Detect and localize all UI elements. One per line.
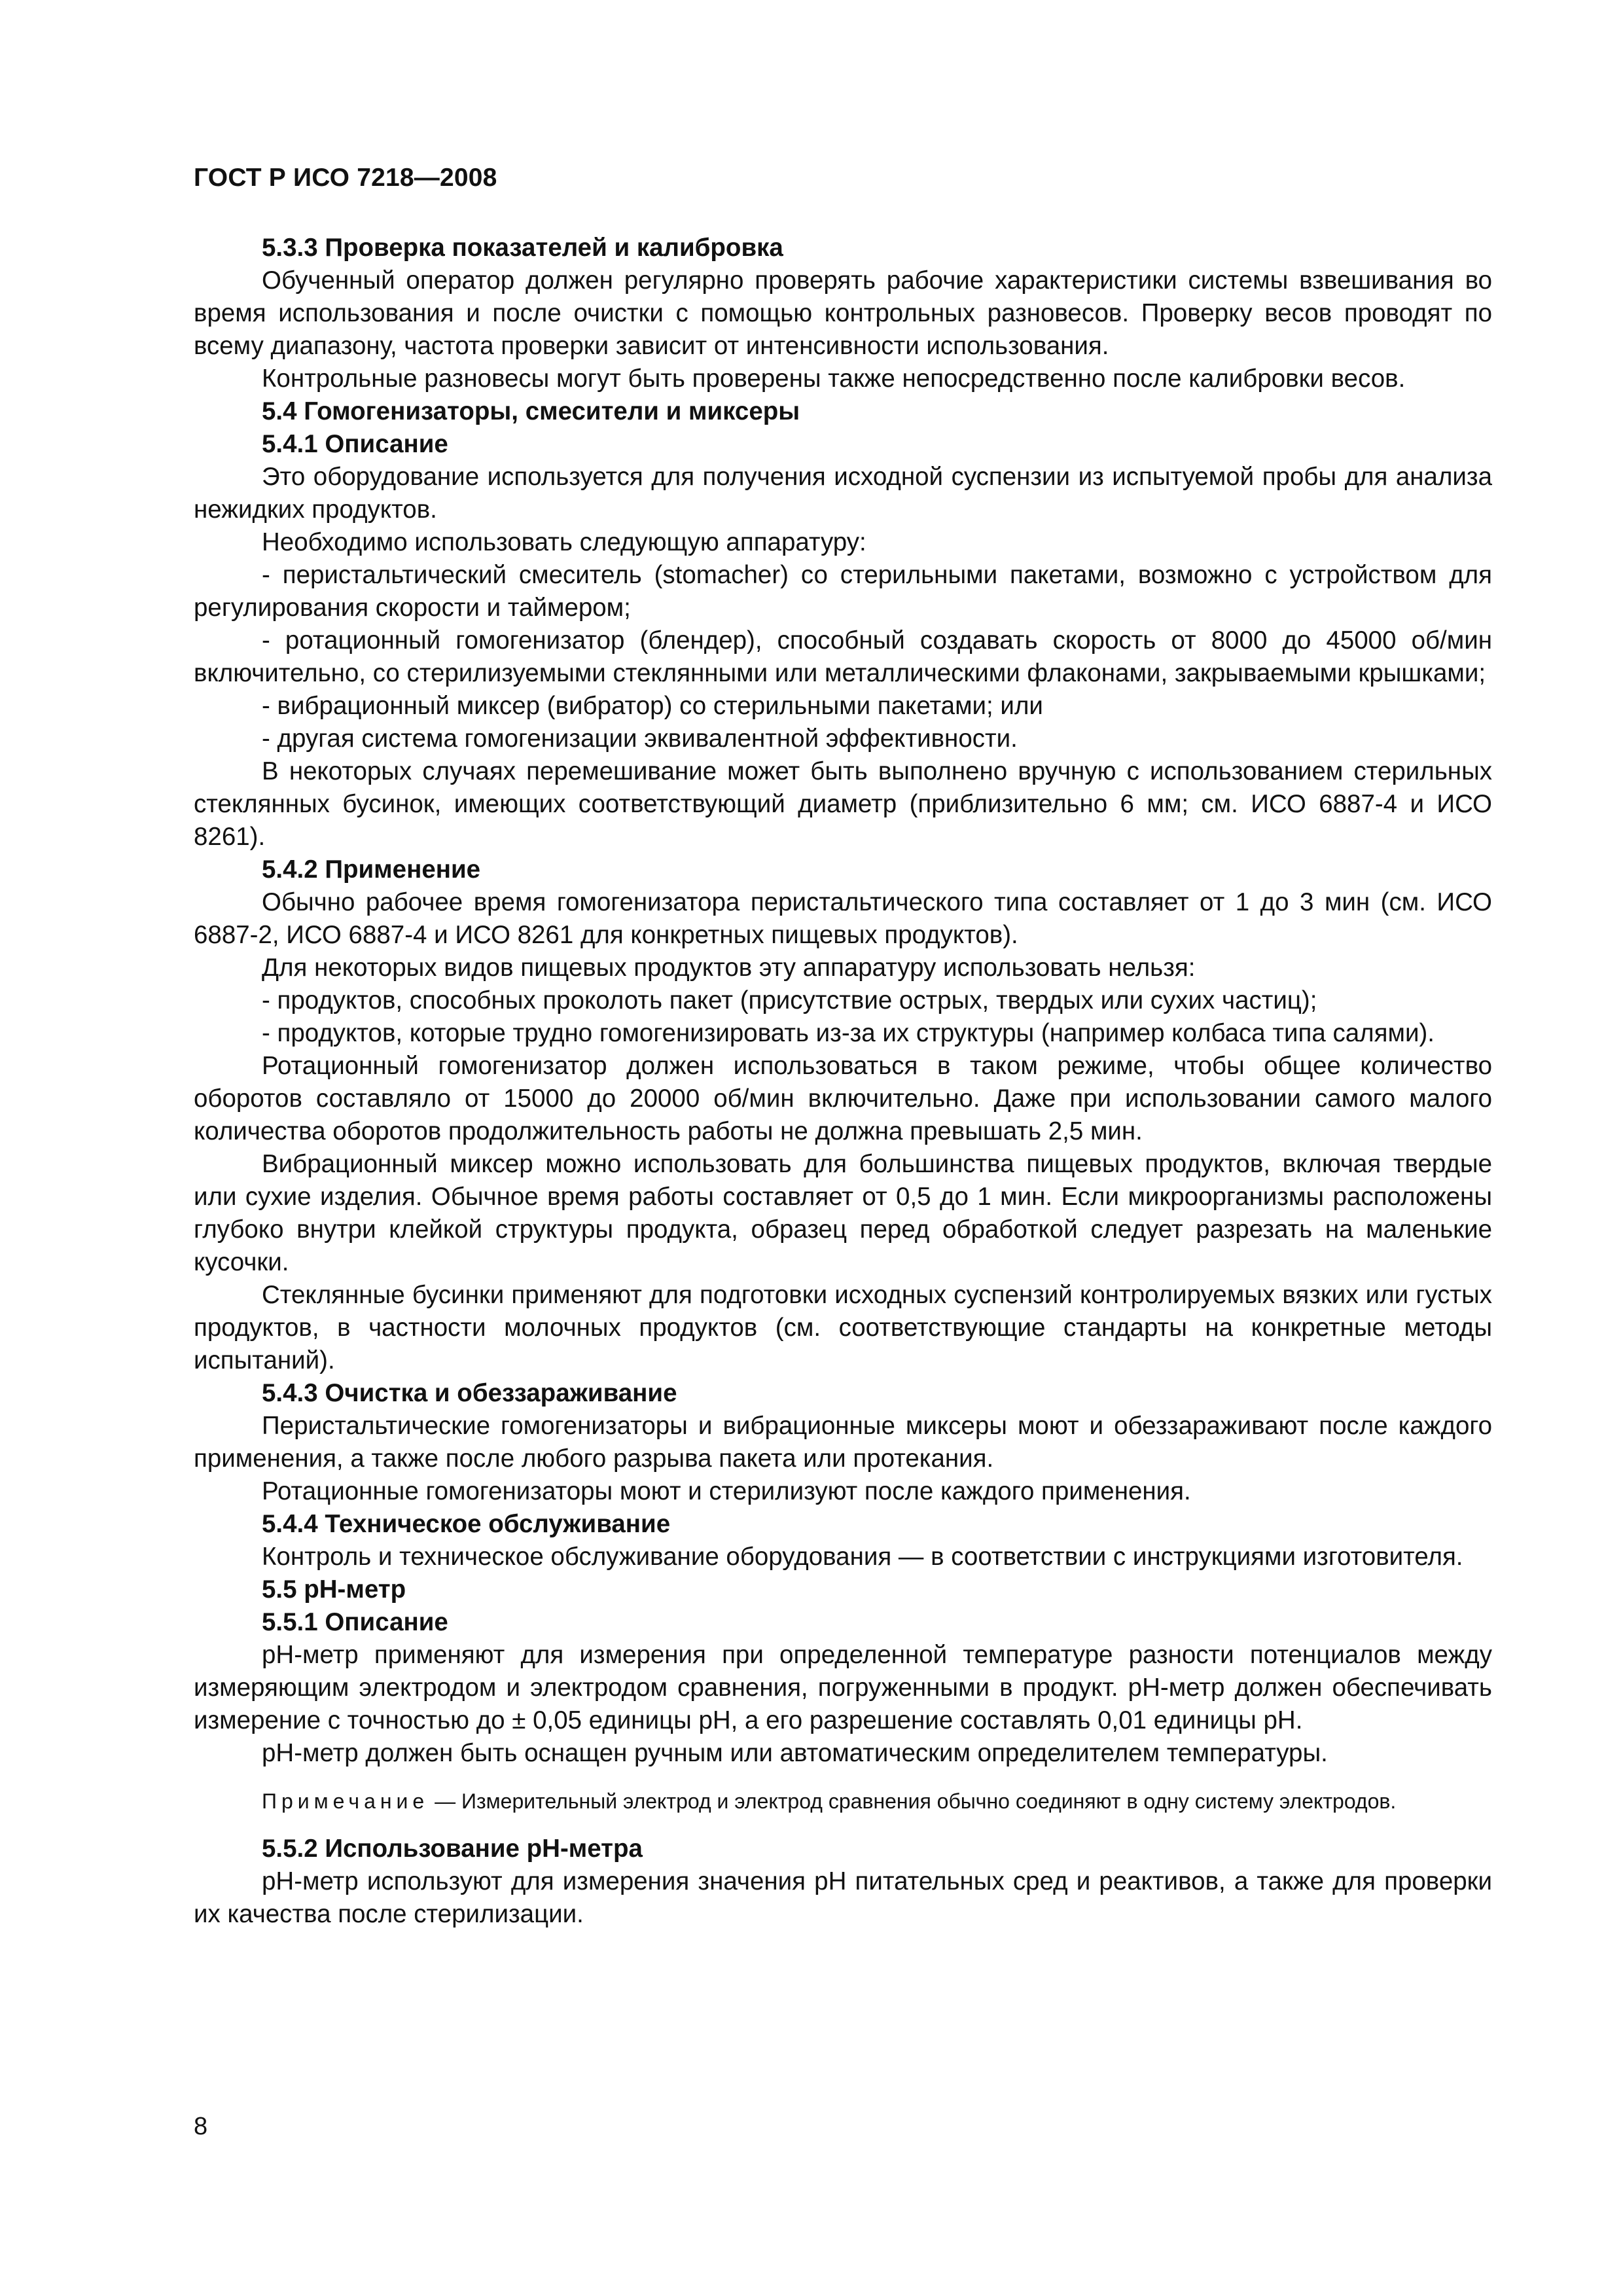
heading-5-4-2: 5.4.2 Применение — [262, 855, 481, 884]
paragraph: Необходимо использовать следующую аппаратуру: — [262, 528, 866, 556]
heading-5-3-3: 5.3.3 Проверка показателей и калибровка — [262, 234, 783, 262]
paragraph: pH-метр используют для измерения значения pH питательных сред и реактивов, а также для проверки их качества после стерилизации. — [194, 1867, 1492, 1928]
note-text: — Измерительный электрод и электрод сравнения обычно соединяют в одну систему электродов. — [435, 1789, 1397, 1813]
paragraph: Для некоторых видов пищевых продуктов эту аппаратуру использовать нельзя: — [262, 954, 1196, 982]
paragraph: Ротационные гомогенизаторы моют и стерилизуют после каждого применения. — [262, 1477, 1191, 1505]
paragraph: pH-метр должен быть оснащен ручным или автоматическим определителем температуры. — [262, 1739, 1328, 1767]
paragraph: Ротационный гомогенизатор должен использоваться в таком режиме, чтобы общее количество оборотов составляло от 15000 до 20000 об/мин включительно. Даже при использовании самого малого количества оборотов продолжительность работы не должна превышать 2,5 мин. — [194, 1052, 1492, 1145]
document-body — [194, 232, 1492, 1931]
heading-5-4-1: 5.4.1 Описание — [262, 430, 448, 458]
document-code-header: ГОСТ Р ИСО 7218—2008 — [194, 164, 497, 192]
paragraph: Обученный оператор должен регулярно проверять рабочие характеристики системы взвешивания во время использования и после очистки с помощью контрольных разновесов. Проверку весов проводят по всему диапазону, частота проверки зависит от интенсивности использования. — [194, 266, 1492, 360]
heading-5-4: 5.4 Гомогенизаторы, смесители и миксеры — [262, 397, 800, 425]
paragraph: Контроль и техническое обслуживание оборудования — в соответствии с инструкциями изготовителя. — [262, 1543, 1463, 1571]
list-item: - перистальтический смеситель (stomacher) со стерильными пакетами, возможно с устройством для регулирования скорости и таймером; — [194, 561, 1492, 622]
paragraph: Обычно рабочее время гомогенизатора перистальтического типа составляет от 1 до 3 мин (см. ИСО 6887-2, ИСО 6887-4 и ИСО 8261 для конкретных пищевых продуктов). — [194, 888, 1492, 949]
list-item: - продуктов, способных проколоть пакет (присутствие острых, твердых или сухих частиц); — [262, 986, 1317, 1014]
paragraph: pH-метр применяют для измерения при определенной температуре разности потенциалов между измеряющим электродом и электродом сравнения, погруженными в продукт. pH-метр должен обеспечивать измерение с точностью до ± 0,05 единицы pH, а его разрешение составлять 0,01 единицы pH. — [194, 1641, 1492, 1734]
heading-5-5-2: 5.5.2 Использование pH-метра — [262, 1835, 643, 1863]
paragraph: В некоторых случаях перемешивание может быть выполнено вручную с использованием стерильных стеклянных бусинок, имеющих соответствующий диаметр (приблизительно 6 мм; см. ИСО 6887-4 и ИСО 8261). — [194, 757, 1492, 851]
note-label: Примечание — [262, 1789, 429, 1813]
note — [194, 1787, 1492, 1816]
heading-5-5-1: 5.5.1 Описание — [262, 1608, 448, 1636]
paragraph: Это оборудование используется для получения исходной суспензии из испытуемой пробы для анализа нежидких продуктов. — [194, 463, 1492, 524]
heading-5-4-3: 5.4.3 Очистка и обеззараживание — [262, 1379, 677, 1407]
list-item: - другая система гомогенизации эквивалентной эффективности. — [262, 725, 1018, 753]
paragraph: Контрольные разновесы могут быть проверены также непосредственно после калибровки весов. — [262, 365, 1406, 393]
page-number: 8 — [194, 2113, 208, 2140]
list-item: - ротационный гомогенизатор (блендер), способный создавать скорость от 8000 до 45000 об/мин включительно, со стерилизуемыми стеклянными или металлическими флаконами, закрываемыми крышками; — [194, 626, 1492, 687]
paragraph: Стеклянные бусинки применяют для подготовки исходных суспензий контролируемых вязких или густых продуктов, в частности молочных продуктов (см. соответствующие стандарты на конкретные методы испытаний). — [194, 1281, 1492, 1374]
paragraph: Вибрационный миксер можно использовать для большинства пищевых продуктов, включая твердые или сухие изделия. Обычное время работы составляет от 0,5 до 1 мин. Если микроорганизмы расположены глубоко внутри клейкой структуры продукта, образец перед обработкой следует разрезать на маленькие кусочки. — [194, 1150, 1492, 1276]
paragraph: Перистальтические гомогенизаторы и вибрационные миксеры моют и обеззараживают после каждого применения, а также после любого разрыва пакета или протекания. — [194, 1412, 1492, 1473]
list-item: - продуктов, которые трудно гомогенизировать из-за их структуры (например колбаса типа салями). — [262, 1019, 1435, 1047]
list-item: - вибрационный миксер (вибратор) со стерильными пакетами; или — [262, 692, 1043, 720]
heading-5-4-4: 5.4.4 Техническое обслуживание — [262, 1510, 671, 1538]
heading-5-5: 5.5 pH-метр — [262, 1575, 406, 1604]
